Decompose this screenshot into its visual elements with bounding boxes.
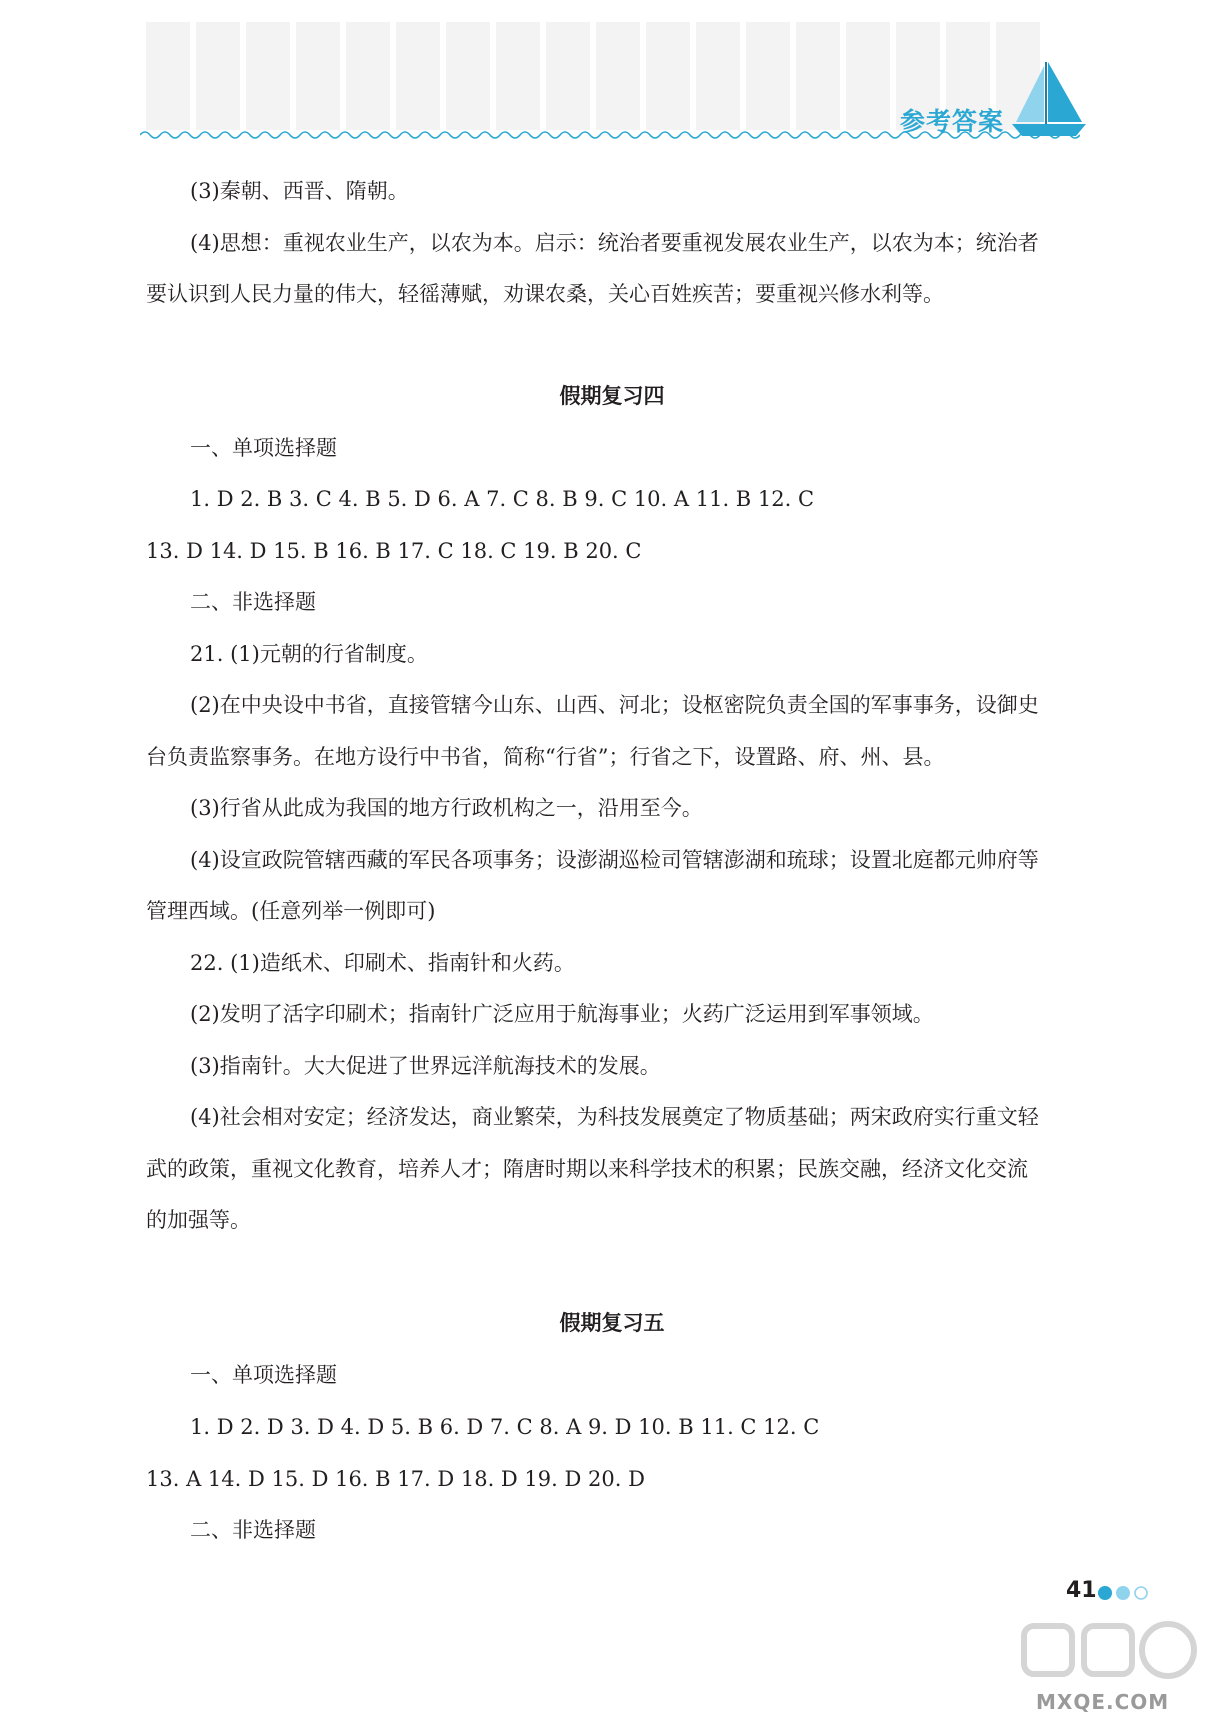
choice-answers: 13. A 14. D 15. D 16. B 17. D 18. D 19. D 20. D [146,1467,645,1491]
answer-line: 管理西域。(任意列举一例即可) [146,899,436,923]
part-heading: 二、非选择题 [190,1518,316,1542]
answer-line: (3)指南针。大大促进了世界远洋航海技术的发展。 [190,1054,661,1078]
answer-line: 22. (1)造纸术、印刷术、指南针和火药。 [190,951,575,975]
answer-line: 的加强等。 [146,1208,251,1232]
answer-line: (4)社会相对安定；经济发达，商业繁荣，为科技发展奠定了物质基础；两宋政府实行重文轻 [190,1105,1039,1129]
answer-line: (2)发明了活字印刷术；指南针广泛应用于航海事业；火药广泛运用到军事领域。 [190,1002,934,1026]
part-heading: 二、非选择题 [190,590,316,614]
answer-line: (2)在中央设中书省，直接管辖今山东、山西、河北；设枢密院负责全国的军事事务，设御史 [190,693,1039,717]
header-title: 参考答案 [900,107,1005,136]
section-title-review-four: 假期复习四 [559,384,665,408]
choice-answers: 1. D 2. B 3. C 4. B 5. D 6. A 7. C 8. B 9. C 10. A 11. B 12. C [190,487,815,511]
sailboat-icon [1010,62,1088,138]
answer-line: 要认识到人民力量的伟大，轻徭薄赋，劝课农桑，关心百姓疾苦；要重视兴修水利等。 [146,282,944,306]
answer-line: 21. (1)元朝的行省制度。 [190,642,428,666]
part-heading: 一、单项选择题 [190,1363,337,1387]
answer-line: (3)行省从此成为我国的地方行政机构之一，沿用至今。 [190,796,703,820]
page-dots-icon [1097,1584,1149,1602]
answer-line: (4)设宣政院管辖西藏的军民各项事务；设澎湖巡检司管辖澎湖和琉球；设置北庭都元帅府等 [190,848,1039,872]
choice-answers: 13. D 14. D 15. B 16. B 17. C 18. C 19. B 20. C [146,539,642,563]
page-number: 41 [1066,1578,1097,1603]
choice-answers: 1. D 2. D 3. D 4. D 5. B 6. D 7. C 8. A 9. D 10. B 11. C 12. C [190,1415,820,1439]
answer-line: 武的政策，重视文化教育，培养人才；隋唐时期以来科学技术的积累；民族交融，经济文化交流 [146,1157,1028,1181]
answer-line: (3)秦朝、西晋、隋朝。 [190,179,409,203]
answer-line: (4)思想：重视农业生产，以农为本。启示：统治者要重视发展农业生产，以农为本；统治者 [190,231,1039,255]
section-title-review-five: 假期复习五 [559,1311,665,1335]
watermark-text: MXQE.COM [1036,1690,1170,1714]
part-heading: 一、单项选择题 [190,436,337,460]
answer-line: 台负责监察事务。在地方设行中书省，简称“行省”；行省之下，设置路、府、州、县。 [146,745,945,769]
